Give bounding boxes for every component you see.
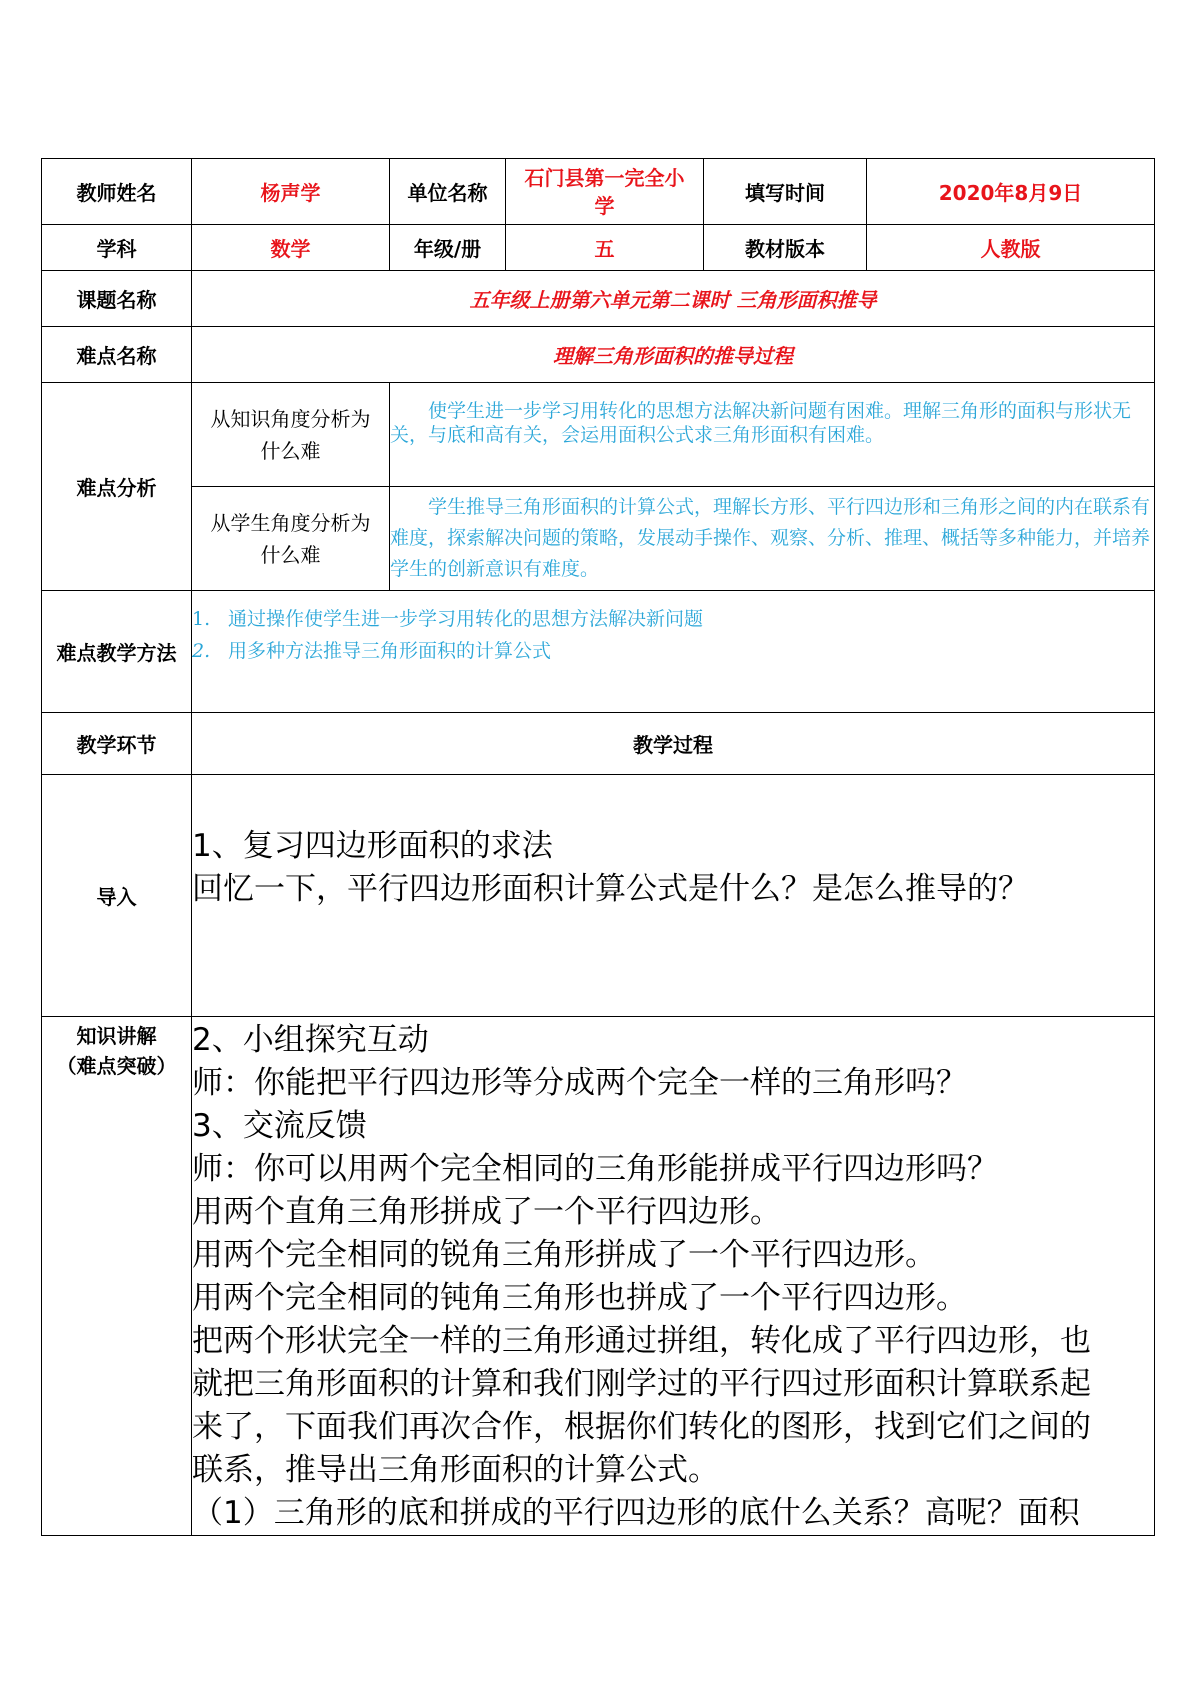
process-header: 教学过程 [192,713,1155,775]
methods-label: 难点教学方法 [42,591,192,713]
knowledge-line: 师：你能把平行四边形等分成两个完全一样的三角形吗？ [192,1065,967,1101]
topic-label: 课题名称 [42,271,192,327]
knowledge-line: 3、交流反馈 [192,1108,367,1144]
knowledge-line: 就把三角形面积的计算和我们刚学过的平行四过形面积计算联系起 [192,1366,1091,1402]
topic-value: 五年级上册第六单元第二课时 三角形面积推导 [192,271,1155,327]
teacher-label: 教师姓名 [42,159,192,225]
teacher-value: 杨声学 [192,159,390,225]
knowledge-line: 师：你可以用两个完全相同的三角形能拼成平行四边形吗？ [192,1151,998,1187]
student-analysis-label: 从学生角度分析为什么难 [192,487,390,591]
knowledge-line: 用两个完全相同的锐角三角形拼成了一个平行四边形。 [192,1237,936,1273]
grade-label: 年级/册 [390,225,506,271]
intro-line: 1、复习四边形面积的求法 [192,828,553,864]
analysis-label: 难点分析 [42,383,192,591]
knowledge-line: 2、小组探究互动 [192,1022,429,1058]
intro-content [192,775,1155,1017]
knowledge-analysis-label: 从知识角度分析为什么难 [192,383,390,487]
knowledge-line: 用两个完全相同的钝角三角形也拼成了一个平行四边形。 [192,1280,967,1316]
method-number: 1. [192,608,211,630]
method-text: 通过操作使学生进一步学习用转化的思想方法解决新问题 [228,608,704,630]
intro-line: 回忆一下，平行四边形面积计算公式是什么？是怎么推导的？ [192,871,1029,907]
knowledge-line: 用两个直角三角形拼成了一个平行四边形。 [192,1194,781,1230]
stage-header: 教学环节 [42,713,192,775]
method-item [192,635,1154,667]
knowledge-line: 来了，下面我们再次合作，根据你们转化的图形，找到它们之间的 [192,1409,1091,1445]
subject-value: 数学 [192,225,390,271]
knowledge-line: 联系，推导出三角形面积的计算公式。 [192,1452,719,1488]
knowledge-label-line: （难点突破） [56,1054,177,1078]
unit-label: 单位名称 [390,159,506,225]
method-number: 2. [192,640,211,662]
methods-list [192,591,1155,713]
unit-value: 石门县第一完全小学 [506,159,704,225]
knowledge-line: （1）三角形的底和拼成的平行四边形的底什么关系？高呢？面积 [192,1495,1080,1531]
grade-value: 五 [506,225,704,271]
difficulty-label: 难点名称 [42,327,192,383]
knowledge-analysis-text: 使学生进一步学习用转化的思想方法解决新问题有困难。理解三角形的面积与形状无关，与底和高有关，会运用面积公式求三角形面积有困难。 [390,383,1155,487]
subject-label: 学科 [42,225,192,271]
difficulty-value: 理解三角形面积的推导过程 [192,327,1155,383]
lesson-plan-table [41,158,1155,1536]
knowledge-label-line: 知识讲解 [76,1024,157,1048]
method-item [192,603,1154,635]
edition-value: 人教版 [867,225,1155,271]
time-label: 填写时间 [704,159,867,225]
intro-label: 导入 [42,775,192,1017]
knowledge-line: 把两个形状完全一样的三角形通过拼组，转化成了平行四边形，也 [192,1323,1091,1359]
student-analysis-text: 学生推导三角形面积的计算公式，理解长方形、平行四边形和三角形之间的内在联系有难度，探索解决问题的策略，发展动手操作、观察、分析、推理、概括等多种能力，并培养学生的创新意识有难度。 [390,487,1155,591]
time-value: 2020年8月9日 [867,159,1155,225]
edition-label: 教材版本 [704,225,867,271]
knowledge-content [192,1017,1155,1536]
method-text: 用多种方法推导三角形面积的计算公式 [228,640,552,662]
knowledge-label [42,1017,192,1536]
